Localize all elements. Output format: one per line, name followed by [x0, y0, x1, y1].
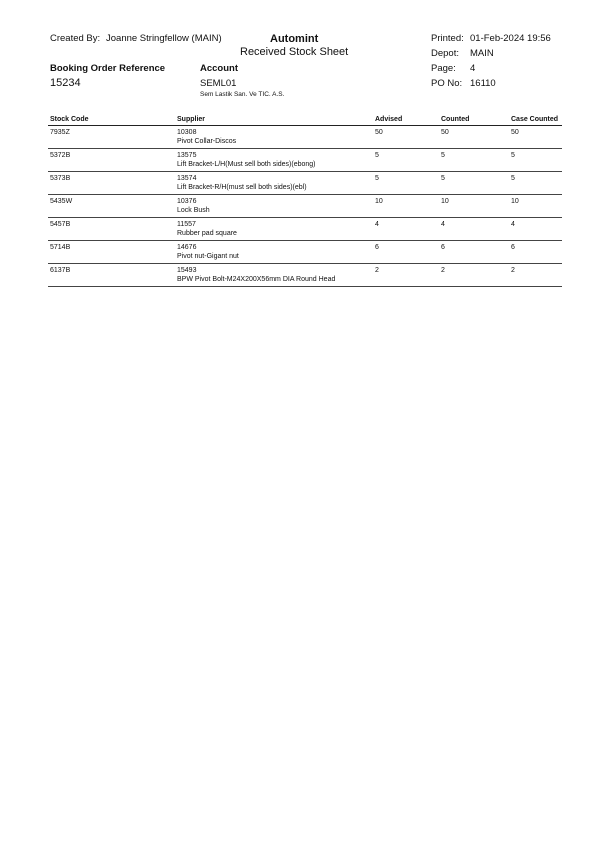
- supplier-cell: [175, 126, 373, 149]
- company-name: Automint: [270, 33, 319, 45]
- supplier-cell: [175, 218, 373, 241]
- item-description: Pivot nut-Gigant nut: [177, 253, 239, 260]
- item-description: Lift Bracket-R/H(must sell both sides)(ebl): [177, 184, 307, 191]
- account-label: Account: [200, 63, 238, 74]
- depot-label: Depot:: [431, 48, 459, 59]
- supplier-cell: [175, 241, 373, 264]
- counted-cell: 4: [439, 218, 509, 241]
- column-header-case-counted: Case Counted: [509, 114, 562, 126]
- supplier-code: 13575: [177, 152, 197, 159]
- column-header-advised: Advised: [373, 114, 439, 126]
- supplier-code: 10376: [177, 198, 197, 205]
- advised-cell: 4: [373, 218, 439, 241]
- po-value: 16110: [470, 78, 496, 89]
- case-counted-cell: 6: [509, 241, 562, 264]
- case-counted-cell: 4: [509, 218, 562, 241]
- column-header-stock-code: Stock Code: [48, 114, 175, 126]
- depot-value: MAIN: [470, 48, 494, 59]
- stock-code-cell: 5435W: [48, 195, 175, 218]
- sheet-title: Received Stock Sheet: [240, 46, 349, 58]
- table-row: [48, 126, 562, 149]
- advised-cell: 2: [373, 264, 439, 287]
- supplier-code: 10308: [177, 129, 197, 136]
- stock-code-cell: 5714B: [48, 241, 175, 264]
- table-row: [48, 195, 562, 218]
- case-counted-cell: 5: [509, 149, 562, 172]
- printed-label: Printed:: [431, 33, 464, 44]
- advised-cell: 5: [373, 172, 439, 195]
- table-row: [48, 218, 562, 241]
- table-row: [48, 149, 562, 172]
- case-counted-cell: 5: [509, 172, 562, 195]
- supplier-code: 13574: [177, 175, 197, 182]
- stock-code-cell: 6137B: [48, 264, 175, 287]
- supplier-cell: [175, 195, 373, 218]
- counted-cell: 6: [439, 241, 509, 264]
- account-code: SEML01: [200, 78, 237, 89]
- table-row: [48, 264, 562, 287]
- printed-value: 01-Feb-2024 19:56: [470, 33, 551, 44]
- counted-cell: 10: [439, 195, 509, 218]
- column-header-supplier: Supplier: [175, 114, 373, 126]
- stock-code-cell: 5372B: [48, 149, 175, 172]
- stock-code-cell: 5457B: [48, 218, 175, 241]
- booking-label: Booking Order Reference: [50, 63, 166, 74]
- column-header-counted: Counted: [439, 114, 509, 126]
- advised-cell: 50: [373, 126, 439, 149]
- stock-code-cell: 5373B: [48, 172, 175, 195]
- item-description: BPW Pivot Bolt-M24X200X56mm DIA Round Head: [177, 276, 336, 283]
- booking-value: 15234: [50, 77, 81, 89]
- created-by-label: Created By:: [50, 33, 101, 44]
- advised-cell: 6: [373, 241, 439, 264]
- supplier-cell: [175, 149, 373, 172]
- case-counted-cell: 2: [509, 264, 562, 287]
- table-header-row: [48, 114, 562, 126]
- supplier-code: 14676: [177, 244, 197, 251]
- page-value: 4: [470, 63, 476, 74]
- table-row: [48, 241, 562, 264]
- item-description: Lock Bush: [177, 207, 210, 214]
- advised-cell: 5: [373, 149, 439, 172]
- supplier-code: 11557: [177, 221, 196, 228]
- advised-cell: 10: [373, 195, 439, 218]
- po-label: PO No:: [431, 78, 463, 89]
- counted-cell: 2: [439, 264, 509, 287]
- case-counted-cell: 50: [509, 126, 562, 149]
- table-row: [48, 172, 562, 195]
- counted-cell: 50: [439, 126, 509, 149]
- case-counted-cell: 10: [509, 195, 562, 218]
- page-label: Page:: [431, 63, 456, 74]
- item-description: Pivot Collar-Discos: [177, 138, 237, 145]
- counted-cell: 5: [439, 172, 509, 195]
- created-by-value: Joanne Stringfellow (MAIN): [106, 33, 222, 44]
- supplier-cell: [175, 172, 373, 195]
- supplier-code: 15493: [177, 267, 197, 274]
- account-name: Sem Lastik San. Ve TIC. A.S.: [200, 91, 285, 98]
- stock-code-cell: 7935Z: [48, 126, 175, 149]
- stock-table: [48, 114, 562, 287]
- item-description: Rubber pad square: [177, 230, 237, 237]
- item-description: Lift Bracket-L/H(Must sell both sides)(ebong): [177, 161, 316, 168]
- counted-cell: 5: [439, 149, 509, 172]
- supplier-cell: [175, 264, 373, 287]
